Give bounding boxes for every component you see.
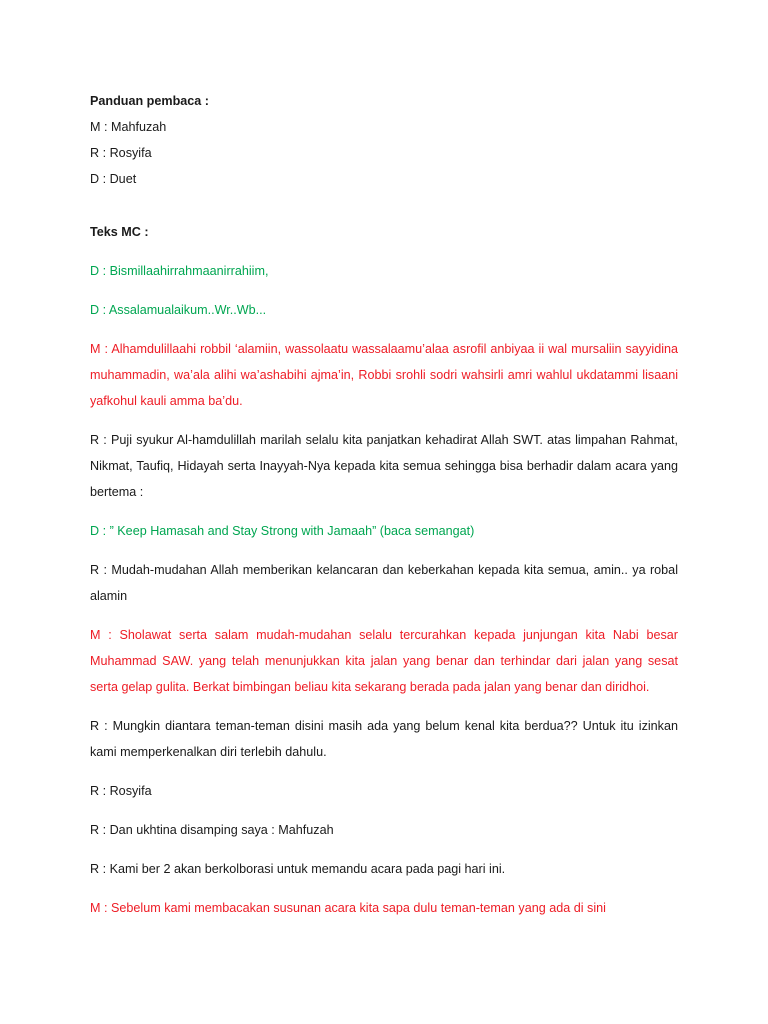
script-line-mahfuzah: M : Sholawat serta salam mudah-mudahan selalu tercurahkan kepada junjungan kita Nabi besar Muhammad SAW. yang telah menunjukkan kita jalan yang benar dan terhindar dari jalan yang sesat serta gelap gulita. Berkat bimbingan beliau kita sekarang berada pada jalan yang benar dan diridhoi.	[90, 628, 678, 694]
document-page	[90, 88, 678, 921]
script-line-mahfuzah: M : Alhamdulillaahi robbil ‘alamiin, wassolaatu wassalaamu’alaa asrofil anbiyaa ii wal mursaliin sayyidina muhammadin, wa’ala alihi wa’ashabihi ajma’in, Robbi srohli sodri wahsirli amri wahlul ukdatammi lisaani yafkohul kauli amma ba’du.	[90, 342, 678, 408]
script-line-duet: D : Bismillaahirrahmaanirrahiim,	[90, 264, 269, 278]
script-line-rosyifa: R : Kami ber 2 akan berkolborasi untuk memandu acara pada pagi hari ini.	[90, 862, 506, 876]
guide-title: Panduan pembaca :	[90, 94, 209, 108]
script-line-mahfuzah: M : Sebelum kami membacakan susunan acara kita sapa dulu teman-teman yang ada di sini	[90, 901, 606, 915]
script-line-duet: D : ” Keep Hamasah and Stay Strong with Jamaah” (baca semangat)	[90, 524, 475, 538]
script-line-duet: D : Assalamualaikum..Wr..Wb...	[90, 303, 267, 317]
script-line-rosyifa: R : Mungkin diantara teman-teman disini masih ada yang belum kenal kita berdua?? Untuk itu izinkan kami memperkenalkan diri terlebih dahulu.	[90, 719, 678, 759]
script-line-rosyifa: R : Dan ukhtina disamping saya : Mahfuzah	[90, 823, 334, 837]
guide-item-d: D : Duet	[90, 172, 137, 186]
script-line-rosyifa: R : Rosyifa	[90, 784, 152, 798]
guide-item-m: M : Mahfuzah	[90, 120, 167, 134]
guide-item-r: R : Rosyifa	[90, 146, 152, 160]
script-line-rosyifa: R : Mudah-mudahan Allah memberikan kelancaran dan keberkahan kepada kita semua, amin.. ya robal alamin	[90, 563, 678, 603]
script-line-rosyifa: R : Puji syukur Al-hamdulillah marilah selalu kita panjatkan kehadirat Allah SWT. atas limpahan Rahmat, Nikmat, Taufiq, Hidayah serta Inayyah-Nya kepada kita semua sehingga bisa berhadir dalam acara yang bertema :	[90, 433, 678, 499]
script-title: Teks MC :	[90, 225, 149, 239]
